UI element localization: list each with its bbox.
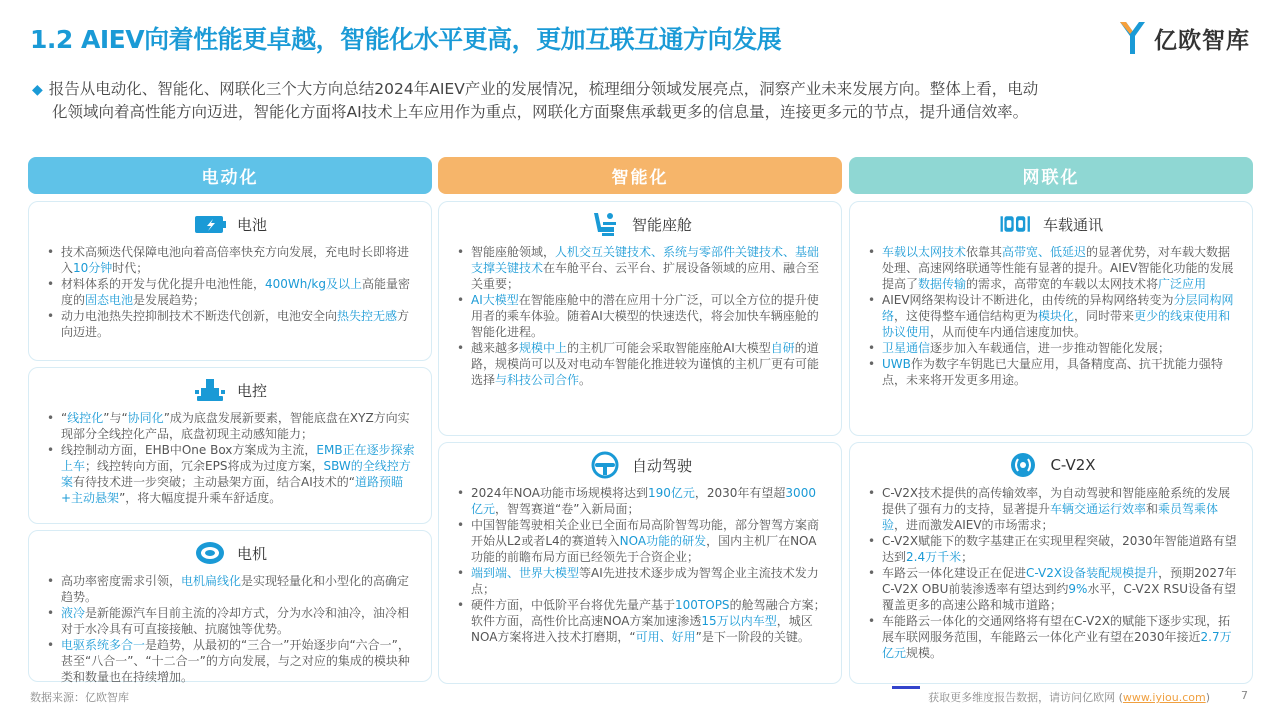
item-text: ，这使得整车通信结构更为 xyxy=(894,309,1039,323)
highlight-text: C-V2X设备装配规模提升 xyxy=(1026,566,1159,580)
item-text: 是新能源汽车目前主流的冷却方式，分为水冷和油冷，油冷相对于水冷具有可直接接触、抗腐蚀等优势。 xyxy=(61,606,410,636)
highlight-text: UWB xyxy=(882,357,911,371)
footer-more-info xyxy=(928,689,1210,705)
list-item xyxy=(453,485,827,517)
list-item xyxy=(43,573,417,605)
card-title: 电控 xyxy=(236,381,267,400)
item-text: 等AI先进技术逐步成为智驾企业主流技术发力点； xyxy=(471,566,819,596)
item-text: 的需求，高带宽的车载以太网技术将 xyxy=(966,277,1159,291)
item-text: 动力电池热失控抑制技术不断迭代创新，电池安全向 xyxy=(61,309,338,323)
highlight-text: 自研 xyxy=(770,341,795,355)
card-motor xyxy=(28,530,432,682)
data-source: 数据来源：亿欧智库 xyxy=(30,691,129,704)
highlight-text: 协同化 xyxy=(127,411,164,425)
highlight-text: 模块化 xyxy=(1038,309,1075,323)
list-item xyxy=(43,637,417,685)
item-text: 2024年NOA功能市场规模将达到 xyxy=(471,486,648,500)
list-item xyxy=(864,356,1238,388)
list-item xyxy=(43,605,417,637)
item-text: ，城区NOA方案将进入技术打磨期，“ xyxy=(471,614,813,644)
highlight-text: 数据传输 xyxy=(918,277,967,291)
item-text: 水平，C-V2X RSU设备有望覆盖更多的高速公路和城市道路； xyxy=(882,582,1237,612)
item-text: 智能座舱领域， xyxy=(471,245,556,259)
cv2x-signal-icon xyxy=(1006,451,1040,479)
item-text: 车路云一体化建设正在促进 xyxy=(882,566,1027,580)
card-title: 电池 xyxy=(236,215,267,234)
controller-icon xyxy=(193,376,227,404)
item-text: 作为数字车钥匙已大量应用，具备精度高、抗干扰能力强特点，未来将开发更多用途。 xyxy=(882,357,1223,387)
highlight-text: 2.4万千米 xyxy=(906,550,962,564)
network-comm-icon xyxy=(999,210,1033,238)
page-title: 1.2 AIEV向着性能更卓越，智能化水平更高，更加互联互通方向发展 xyxy=(30,25,782,54)
item-text: 逐步加入车载通信，进一步推动智能化发展； xyxy=(930,341,1171,355)
list-item xyxy=(453,292,827,340)
highlight-text: 规模中上 xyxy=(519,341,568,355)
card-comm xyxy=(849,201,1253,436)
highlight-text: 电驱系统多合一 xyxy=(61,638,146,652)
card-autodrive xyxy=(438,442,842,684)
page-number: 7 xyxy=(1241,689,1248,702)
card-cv2x xyxy=(849,442,1253,684)
highlight-text: 道路预瞄+主动悬架 xyxy=(61,475,403,505)
item-text: 。 xyxy=(579,373,592,387)
item-text: 时代； xyxy=(112,261,149,275)
battery-icon xyxy=(193,210,227,238)
list-item xyxy=(43,410,417,442)
highlight-text: 400Wh/kg及以上 xyxy=(265,277,363,291)
battery-list xyxy=(43,244,417,340)
list-item xyxy=(864,485,1238,533)
item-text: 和 xyxy=(1146,502,1159,516)
list-item xyxy=(864,565,1238,613)
highlight-text: 100TOPS xyxy=(675,598,730,612)
highlight-text: 可用、好用 xyxy=(635,630,696,644)
item-text: “ xyxy=(61,411,68,425)
highlight-text: 190亿元 xyxy=(647,486,695,500)
item-text: 的舱驾融合方案；软件方面，高性价比高速NOA方案加速渗透 xyxy=(471,598,826,628)
list-item xyxy=(453,517,827,565)
highlight-text: 10分钟 xyxy=(73,261,113,275)
column-header-electrification: 电动化 xyxy=(28,157,432,194)
card-cockpit xyxy=(438,201,842,436)
item-text: 是实现轻量化和小型化的高确定趋势。 xyxy=(61,574,410,604)
list-item xyxy=(453,244,827,292)
highlight-text: 电机扁线化 xyxy=(181,574,242,588)
item-text: 是趋势，从最初的“三合一”开始逐步向“六合一”，甚至“八合一”、“十二合一”的方向发展，与之对应的集成的模块种类和数量也在持续增加。 xyxy=(61,638,410,684)
card-title: 智能座舱 xyxy=(631,215,692,234)
item-text: 高能量密度的 xyxy=(61,277,411,307)
highlight-text: 人机交互关键技术、系统与零部件关键技术、基础支撑关键技术 xyxy=(471,245,820,275)
footer-more-prefix: 获取更多维度报告数据，请访问亿欧网 ( xyxy=(928,691,1123,704)
highlight-text: 线控化 xyxy=(67,411,104,425)
highlight-text: EMB正在逐步探索上车 xyxy=(61,443,415,473)
list-item xyxy=(43,276,417,308)
list-item xyxy=(864,244,1238,292)
item-text: ；线控转向方面，冗余EPS将成为过度方案， xyxy=(85,459,324,473)
highlight-text: 车辆交通运行效率 xyxy=(1050,502,1147,516)
item-text: 车能路云一体化的交通网络将有望在C-V2X的赋能下逐步实现，拓展车联网服务范围，车能路云一体化产业有望在2030年接近 xyxy=(882,614,1231,644)
item-text: 规模。 xyxy=(906,646,943,660)
highlight-text: 分层同构网络 xyxy=(882,293,1234,323)
item-text: 依靠其 xyxy=(966,245,1003,259)
item-text: 材料体系的开发与优化提升电池性能， xyxy=(61,277,266,291)
footer-link[interactable]: www.iyiou.com xyxy=(1122,691,1206,704)
list-item xyxy=(43,442,417,506)
item-text: ，国内主机厂在NOA功能的前瞻布局方面已经领先于合资企业； xyxy=(471,534,817,564)
item-text: C-V2X技术提供的高传输效率，为自动驾驶和智能座舱系统的发展提供了强有力的支持，显著提升 xyxy=(882,486,1231,516)
item-text: 是发展趋势； xyxy=(133,293,206,307)
highlight-text: 3000亿元 xyxy=(471,486,816,516)
item-text: C-V2X赋能下的数字基建正在实现里程突破，2030年智能道路有望达到 xyxy=(882,534,1237,564)
summary-text xyxy=(32,78,1247,123)
item-text: 的主机厂可能会采取智能座舱AI大模型 xyxy=(567,341,771,355)
highlight-text: NOA功能的研发 xyxy=(619,534,707,548)
item-text: 方向迈进。 xyxy=(61,309,410,339)
footer-more-suffix: ) xyxy=(1205,691,1210,704)
cv2x-list xyxy=(864,485,1238,661)
cockpit-list xyxy=(453,244,827,388)
list-item xyxy=(453,597,827,645)
list-item xyxy=(43,308,417,340)
highlight-text: 高带宽、低延迟 xyxy=(1002,245,1087,259)
logo xyxy=(1116,18,1250,58)
item-text: ”，将大幅度提升乘车舒适度。 xyxy=(119,491,282,505)
highlight-text: 9% xyxy=(1068,582,1088,596)
highlight-text: 车载以太网技术 xyxy=(882,245,967,259)
item-text: ”是下一阶段的关键。 xyxy=(695,630,810,644)
highlight-text: 2.7万亿元 xyxy=(882,630,1232,660)
cockpit-seat-icon xyxy=(588,210,622,238)
list-item xyxy=(43,244,417,276)
card-battery xyxy=(28,201,432,361)
item-text: 技术高频迭代保障电池向着高倍率快充方向发展，充电时长即将进入 xyxy=(61,245,410,275)
item-text: 线控制动方面，EHB中One Box方案成为主流， xyxy=(61,443,317,457)
item-text: ，预期2027年C-V2X OBU前装渗透率有望达到约 xyxy=(882,566,1237,596)
item-text: 在智能座舱中的潜在应用十分广泛，可以全方位的提升使用者的乘车体验。随着AI大模型的快速迭代，将会加快车辆座舱的智能化进程。 xyxy=(471,293,819,339)
card-title: C-V2X xyxy=(1050,456,1096,474)
highlight-text: 热失控无感 xyxy=(337,309,398,323)
item-text: ，2030年有望超 xyxy=(694,486,786,500)
highlight-text: 更少的线束使用和协议使用 xyxy=(882,309,1231,339)
card-title: 车载通讯 xyxy=(1042,215,1103,234)
item-text: 越来越多 xyxy=(471,341,520,355)
highlight-text: SBW的全线控方案 xyxy=(61,459,411,489)
item-text: 的显著优势，对车载大数据处理、高速网络联通等性能有显著的提升。AIEV智能化功能的发展提高了 xyxy=(882,245,1234,291)
list-item xyxy=(864,613,1238,661)
yiou-logo-icon xyxy=(1116,18,1150,58)
highlight-text: 15万以内车型 xyxy=(701,614,777,628)
card-title: 电机 xyxy=(236,544,267,563)
highlight-text: 广泛应用 xyxy=(1158,277,1207,291)
control-list xyxy=(43,410,417,506)
card-control xyxy=(28,367,432,524)
item-text: ，智驾赛道“卷”入新局面； xyxy=(495,502,640,516)
item-text: ，同时带来 xyxy=(1074,309,1135,323)
item-text: 中国智能驾驶相关企业已全面布局高阶智驾功能，部分智驾方案商开始从L2或者L4的赛道转入 xyxy=(471,518,820,548)
column-header-intelligence: 智能化 xyxy=(438,157,842,194)
item-text: AIEV网络架构设计不断进化，由传统的异构网络转变为 xyxy=(882,293,1174,307)
list-item xyxy=(864,292,1238,340)
diamond-bullet-icon: ◆ xyxy=(32,82,43,98)
list-item xyxy=(453,340,827,388)
list-item xyxy=(864,533,1238,565)
summary-line-2: 化领域向着高性能方向迈进，智能化方面将AI技术上车应用作为重点，网联化方面聚焦承载更多的信息量，连接更多元的节点，提升通信效率。 xyxy=(52,103,1029,121)
item-text: 的道路，规模尚可以及对电动车智能化推进较为谨慎的主机厂更有可能选择 xyxy=(471,341,820,387)
column-header-connectivity: 网联化 xyxy=(849,157,1253,194)
steering-wheel-icon xyxy=(588,451,622,479)
summary-line-1: 报告从电动化、智能化、网联化三个大方向总结2024年AIEV产业的发展情况，梳理细分领域发展亮点，洞察产业未来发展方向。整体上看，电动 xyxy=(48,80,1039,98)
item-text: ，从而使车内通信速度加快。 xyxy=(930,325,1087,339)
list-item xyxy=(864,340,1238,356)
card-title: 自动驾驶 xyxy=(631,456,692,475)
item-text: 高功率密度需求引领， xyxy=(61,574,182,588)
item-text: 硬件方面，中低阶平台将优先量产基于 xyxy=(471,598,676,612)
highlight-text: AI大模型 xyxy=(471,293,519,307)
footer-mark xyxy=(892,686,920,689)
highlight-text: 乘员驾乘体验 xyxy=(882,502,1219,532)
autodrive-list xyxy=(453,485,827,645)
highlight-text: 端到端、世界大模型 xyxy=(471,566,580,580)
motor-icon xyxy=(193,539,227,567)
item-text: ，进而激发AIEV的市场需求； xyxy=(894,518,1054,532)
item-text: ”成为底盘发展新要素，智能底盘在XYZ方向实现部分全线控化产品，底盘初现主动感知能力； xyxy=(61,411,410,441)
item-text: 有待技术进一步突破；主动悬架方面，结合AI技术的“ xyxy=(73,475,355,489)
item-text: ”与“ xyxy=(103,411,128,425)
list-item xyxy=(453,565,827,597)
logo-text: 亿欧智库 xyxy=(1154,27,1250,54)
item-text: 在车舱平台、云平台、扩展设备领域的应用、融合至关重要； xyxy=(471,261,820,291)
highlight-text: 液冷 xyxy=(61,606,86,620)
motor-list xyxy=(43,573,417,685)
item-text: ； xyxy=(961,550,974,564)
highlight-text: 固态电池 xyxy=(85,293,134,307)
highlight-text: 卫星通信 xyxy=(882,341,931,355)
comm-list xyxy=(864,244,1238,388)
highlight-text: 与科技公司合作 xyxy=(495,373,580,387)
